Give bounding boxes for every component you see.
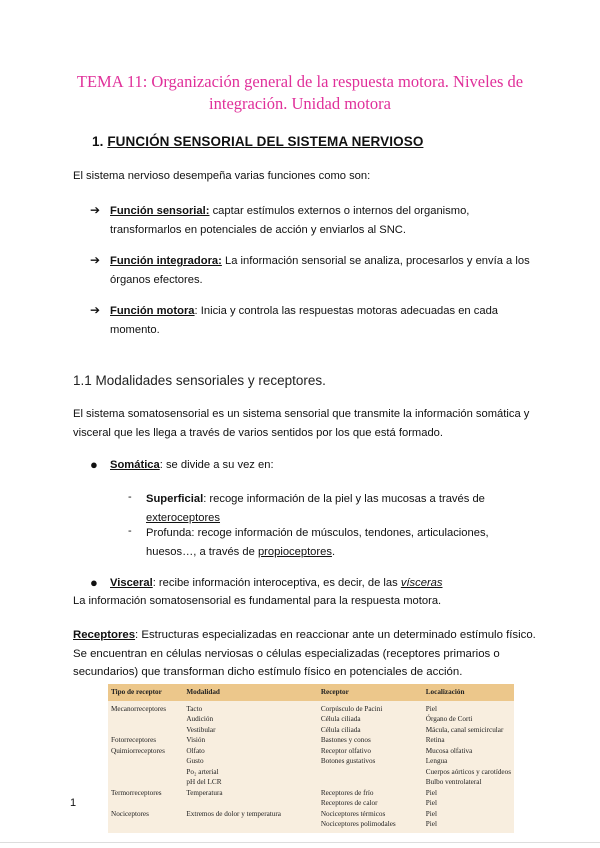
dot-bullet-icon: ●	[90, 575, 98, 590]
table-cell	[108, 714, 183, 725]
table-cell: Audición	[186, 715, 214, 723]
table-row	[108, 735, 514, 746]
receptores-text: Se encuentran en células nerviosas o células especializadas (receptores primarios o	[73, 647, 500, 660]
table-cell	[183, 819, 317, 833]
table-cell: Retina	[425, 736, 445, 744]
table-cell: Piel	[425, 820, 437, 828]
somatica-text: : se divide a su vez en:	[159, 459, 274, 471]
table-cell: Receptores de frío	[320, 788, 374, 797]
profunda-item	[146, 524, 489, 562]
table-cell: Olfato	[186, 746, 205, 755]
function-label: Función sensorial:	[110, 205, 210, 217]
function-label: Función motora	[110, 305, 195, 317]
receptores-label: Receptores	[73, 629, 136, 641]
table-cell	[108, 725, 183, 736]
table-row	[108, 798, 514, 809]
table-cell: Nociceptores	[111, 809, 149, 818]
table-header-cell: Receptor	[318, 684, 423, 701]
somatica-label: Somática	[110, 459, 160, 471]
table-cell	[108, 756, 183, 767]
table-cell: Piel	[425, 788, 437, 797]
table-row	[108, 788, 514, 799]
table-cell	[108, 798, 183, 809]
title-line-2: integración. Unidad motora	[209, 94, 391, 113]
table-row	[108, 767, 514, 778]
table-cell: pH del LCR	[186, 778, 222, 786]
table-header-row	[108, 684, 514, 701]
receptor-table	[108, 684, 514, 833]
profunda-text: Profunda: recoge información de músculos, tendones, articulaciones,	[146, 527, 489, 539]
visceral-item	[110, 574, 443, 593]
visceral-label: Visceral	[110, 577, 153, 589]
table-cell: Piel	[425, 809, 437, 818]
table-cell: Bastones y conos	[320, 736, 371, 744]
table-row	[108, 756, 514, 767]
table-cell: Tacto	[186, 704, 203, 713]
table-cell: Gusto	[186, 757, 204, 765]
function-text-cont: transformarlos en potenciales de acción y enviarlos al SNC.	[110, 224, 406, 236]
arrow-bullet-icon: ➔	[90, 303, 101, 317]
table-cell: Visión	[186, 736, 206, 744]
superficial-label: Superficial	[146, 493, 204, 505]
section-1-heading	[92, 134, 423, 149]
profunda-text-cont: huesos…, a través de	[146, 546, 258, 558]
title-line-1: TEMA 11: Organización general de la respuesta motora. Niveles de	[76, 72, 524, 91]
table-cell: Fotorreceptores	[111, 736, 157, 744]
table-row	[108, 777, 514, 788]
arrow-bullet-icon: ➔	[90, 253, 101, 267]
function-text-cont: órganos efectores.	[110, 274, 203, 286]
table-cell: Po₂ arterial	[186, 767, 219, 776]
table-row	[108, 714, 514, 725]
table-cell: Piel	[425, 799, 437, 807]
table-cell: Nociceptores térmicos	[320, 809, 386, 818]
table-header-cell: Modalidad	[183, 684, 317, 701]
receptores-paragraph	[73, 626, 536, 682]
section-1-intro: El sistema nervioso desempeña varias funciones como son:	[73, 170, 371, 182]
fundamental-sentence: La información somatosensorial es fundamental para la respuesta motora.	[73, 595, 442, 607]
table-header-cell: Localización	[423, 684, 514, 701]
table-cell: Célula ciliada	[320, 715, 361, 723]
table-cell	[318, 777, 423, 788]
table-cell: Corpúsculo de Pacini	[320, 704, 383, 713]
table-cell: Vestibular	[186, 725, 216, 734]
somatica-item	[110, 456, 274, 475]
table-cell: Mucosa olfativa	[425, 746, 473, 755]
section-1-1-heading: 1.1 Modalidades sensoriales y receptores.	[73, 373, 326, 388]
table-cell: Receptores de calor	[320, 799, 378, 807]
function-item-sensorial	[110, 202, 469, 240]
dot-bullet-icon: ●	[90, 457, 98, 472]
table-cell: Órgano de Corti	[425, 715, 473, 723]
table-cell: Bulbo ventrolateral	[425, 778, 482, 786]
table-cell: Lengua	[425, 757, 448, 765]
dash-bullet-icon: -	[128, 525, 132, 537]
table-row	[108, 746, 514, 757]
receptores-text: : Estructuras especializadas en reaccionar ante un determinado estímulo físico.	[135, 629, 536, 641]
function-label: Función integradora:	[110, 255, 222, 267]
function-item-motora	[110, 302, 498, 340]
table-row	[108, 819, 514, 833]
table-cell: Extremos de dolor y temperatura	[186, 809, 281, 818]
table-cell: Mecanorreceptores	[111, 704, 167, 713]
table-cell: Temperatura	[186, 788, 223, 797]
visceras-link[interactable]: vísceras	[400, 577, 443, 589]
table-cell	[108, 777, 183, 788]
function-text-cont: momento.	[110, 324, 160, 336]
receptores-text: secundarios) que transforman dicho estímulo físico en potenciales de acción.	[73, 666, 463, 678]
table-header-cell: Tipo de receptor	[108, 684, 183, 701]
table-body	[108, 701, 514, 833]
section-1-heading-text: FUNCIÓN SENSORIAL DEL SISTEMA NERVIOSO	[107, 134, 424, 149]
table-cell	[108, 767, 183, 778]
superficial-text: : recoge información de la piel y las mucosas a través de	[203, 493, 485, 505]
function-text: captar estímulos externos o internos del organismo,	[209, 205, 470, 217]
superficial-item	[146, 490, 485, 528]
exteroceptores-link[interactable]: exteroceptores	[146, 512, 221, 524]
table-cell: Mácula, canal semicircular	[425, 725, 504, 734]
table-cell	[108, 819, 183, 833]
table-cell: Piel	[425, 704, 437, 713]
function-text: La información sensorial se analiza, procesarlos y envía a los	[221, 255, 530, 267]
visceral-text: : recibe información interoceptiva, es decir, de las	[152, 577, 401, 589]
function-item-integradora	[110, 252, 530, 290]
page-number: 1	[70, 797, 77, 809]
period: .	[331, 546, 336, 558]
somatosensorial-paragraph	[73, 405, 529, 443]
table-row	[108, 701, 514, 715]
table-cell: Receptor olfativo	[320, 746, 371, 755]
section-1-number: 1.	[92, 134, 104, 149]
arrow-bullet-icon: ➔	[90, 203, 101, 217]
propioceptores-link[interactable]: propioceptores	[257, 546, 332, 558]
page-bottom-divider	[0, 842, 600, 843]
table-cell	[183, 798, 317, 809]
document-title	[60, 71, 540, 115]
table-row	[108, 725, 514, 736]
table-cell: Termorreceptores	[111, 788, 162, 797]
table-cell: Botones gustativos	[320, 757, 376, 765]
dash-bullet-icon: -	[128, 491, 132, 503]
table-cell: Célula ciliada	[320, 725, 361, 734]
table-cell	[318, 767, 423, 778]
table-cell: Quimiorreceptores	[111, 746, 165, 755]
paragraph-line: El sistema somatosensorial es un sistema sensorial que transmite la información somática y	[73, 408, 530, 420]
table-row	[108, 809, 514, 820]
table-cell: Nociceptores polimodales	[320, 820, 396, 828]
table-cell: Cuerpos aórticos y carotídeos	[425, 767, 511, 776]
paragraph-line: visceral que les llega a través de varios sentidos por los que está formado.	[73, 427, 444, 439]
function-text: : Inicia y controla las respuestas motoras adecuadas en cada	[194, 305, 499, 317]
